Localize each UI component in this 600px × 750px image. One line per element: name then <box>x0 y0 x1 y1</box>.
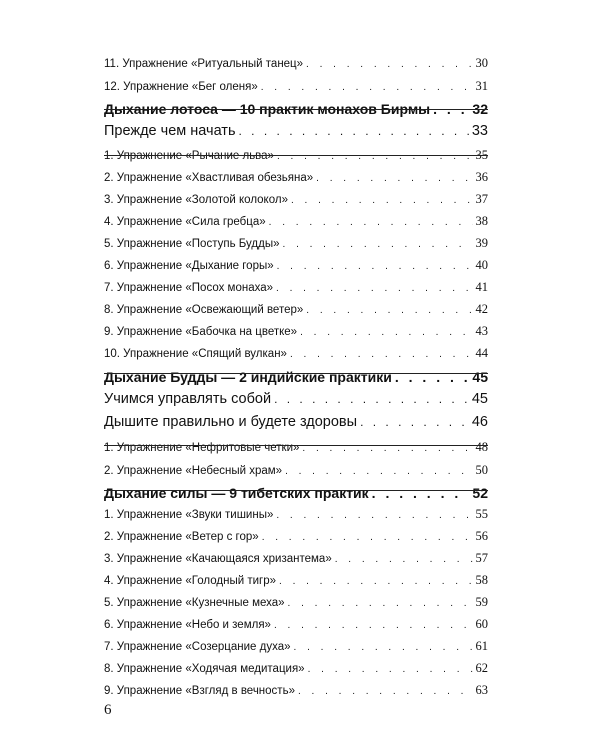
toc-entry-page: 63 <box>475 683 488 697</box>
dot-leader <box>372 485 470 501</box>
dot-leader <box>291 195 473 206</box>
toc-entry[interactable] <box>104 551 488 566</box>
dot-leader <box>395 369 470 385</box>
dot-leader <box>300 327 472 338</box>
toc-entry-title: 9. Упражнение «Взгляд в вечность» <box>104 685 295 697</box>
toc-entry-page: 62 <box>475 661 488 675</box>
toc-entry[interactable] <box>104 639 488 654</box>
chapter-page: 52 <box>472 485 488 501</box>
dot-leader <box>335 554 473 565</box>
toc-entry-title: 7. Упражнение «Созерцание духа» <box>104 641 291 653</box>
section-divider <box>104 490 488 491</box>
dot-leader <box>261 82 473 93</box>
toc-entry[interactable] <box>104 214 488 229</box>
toc-entry-page: 44 <box>475 346 488 360</box>
page-number: 6 <box>104 702 112 718</box>
toc-entry-page: 39 <box>475 236 488 250</box>
dot-leader <box>288 598 473 609</box>
dot-leader <box>360 415 469 429</box>
section-title: Дышите правильно и будете здоровы <box>104 414 358 430</box>
section-title: Учимся управлять собой <box>104 391 272 407</box>
toc-entry-title: 1. Упражнение «Рычание льва» <box>104 150 274 162</box>
toc-entry[interactable] <box>104 302 488 317</box>
toc-entry-title: 2. Упражнение «Хвастливая обезьяна» <box>104 172 314 184</box>
toc-entry[interactable] <box>104 258 488 273</box>
toc-chapter-heading[interactable] <box>104 369 488 385</box>
dot-leader <box>279 576 472 587</box>
toc-entry[interactable] <box>104 56 488 71</box>
toc-entry-page: 31 <box>475 79 488 93</box>
toc-entry-title: 2. Упражнение «Ветер с гор» <box>104 531 259 543</box>
toc-entry-title: 3. Упражнение «Золотой колокол» <box>104 194 288 206</box>
chapter-title: Дыхание силы — 9 тибетских практик <box>104 485 369 501</box>
dot-leader <box>277 151 473 162</box>
toc-entry[interactable] <box>104 573 488 588</box>
toc-entry-page: 48 <box>475 440 488 454</box>
section-divider <box>104 155 488 156</box>
section-page: 45 <box>471 391 488 407</box>
toc-entry-page: 38 <box>475 214 488 228</box>
toc-entry-page: 40 <box>475 258 488 272</box>
section-divider <box>104 109 488 110</box>
dot-leader <box>239 124 469 138</box>
toc-entry-title: 8. Упражнение «Освежающий ветер» <box>104 304 304 316</box>
toc-entry-title: 6. Упражнение «Дыхание горы» <box>104 260 274 272</box>
dot-leader <box>274 620 473 631</box>
toc-entry-page: 60 <box>475 617 488 631</box>
toc-entry-page: 37 <box>475 192 488 206</box>
section-title: Прежде чем начать <box>104 123 236 139</box>
chapter-title: Дыхание Будды — 2 индийские практики <box>104 369 392 385</box>
toc-entry-page: 42 <box>475 302 488 316</box>
toc-entry[interactable] <box>104 192 488 207</box>
dot-leader <box>294 642 473 653</box>
toc-entry-page: 35 <box>475 148 488 162</box>
toc-entry[interactable] <box>104 324 488 339</box>
dot-leader <box>269 217 473 228</box>
toc-entry-page: 55 <box>475 507 488 521</box>
toc-entry-title: 5. Упражнение «Кузнечные меха» <box>104 597 285 609</box>
toc-section[interactable] <box>104 123 488 139</box>
toc-entry[interactable] <box>104 236 488 251</box>
dot-leader <box>308 664 473 675</box>
toc-section[interactable] <box>104 414 488 430</box>
dot-leader <box>298 686 473 697</box>
dot-leader <box>290 349 473 360</box>
dot-leader <box>262 532 473 543</box>
dot-leader <box>306 59 472 70</box>
section-divider <box>104 373 488 374</box>
toc-entry[interactable] <box>104 170 488 185</box>
toc-entry-title: 4. Упражнение «Сила гребца» <box>104 216 266 228</box>
toc-entry[interactable] <box>104 595 488 610</box>
chapter-page: 45 <box>472 369 488 385</box>
toc-entry-title: 1. Упражнение «Нефритовые четки» <box>104 442 300 454</box>
toc-entry-page: 36 <box>475 170 488 184</box>
toc-entry-title: 5. Упражнение «Поступь Будды» <box>104 238 280 250</box>
section-page: 33 <box>471 123 488 139</box>
toc-entry[interactable] <box>104 617 488 632</box>
toc-entry-title: 4. Упражнение «Голодный тигр» <box>104 575 277 587</box>
dot-leader <box>274 392 469 406</box>
section-page: 46 <box>471 414 488 430</box>
toc-entry-page: 58 <box>475 573 488 587</box>
toc-entry-title: 9. Упражнение «Бабочка на цветке» <box>104 326 298 338</box>
toc-entry-page: 50 <box>475 463 488 477</box>
toc-chapter-heading[interactable] <box>104 485 488 501</box>
toc-entry[interactable] <box>104 661 488 676</box>
toc-entry-page: 43 <box>475 324 488 338</box>
toc-entry-page: 57 <box>475 551 488 565</box>
toc-entry[interactable] <box>104 529 488 544</box>
toc-entry-page: 30 <box>475 56 488 70</box>
toc-entry[interactable] <box>104 507 488 522</box>
toc-entry[interactable] <box>104 79 488 94</box>
dot-leader <box>276 510 472 521</box>
toc-entry-title: 2. Упражнение «Небесный храм» <box>104 465 283 477</box>
dot-leader <box>285 466 472 477</box>
toc-entry-page: 41 <box>475 280 488 294</box>
toc-entry-title: 1. Упражнение «Звуки тишины» <box>104 509 274 521</box>
dot-leader <box>306 305 472 316</box>
toc-entry-title: 11. Упражнение «Ритуальный танец» <box>104 58 304 70</box>
chapter-page: 32 <box>472 101 488 117</box>
toc-entry[interactable] <box>104 280 488 295</box>
toc-entry[interactable] <box>104 683 488 698</box>
toc-section[interactable] <box>104 391 488 407</box>
toc-entry-title: 3. Упражнение «Качающаяся хризантема» <box>104 553 332 565</box>
dot-leader <box>316 173 472 184</box>
toc-entry-title: 7. Упражнение «Посох монаха» <box>104 282 274 294</box>
toc-entry[interactable] <box>104 463 488 478</box>
toc-entry-title: 10. Упражнение «Спящий вулкан» <box>104 348 287 360</box>
toc-entry-page: 56 <box>475 529 488 543</box>
chapter-title: Дыхание лотоса — 10 практик монахов Бирмы <box>104 101 431 117</box>
toc-entry-title: 6. Упражнение «Небо и земля» <box>104 619 271 631</box>
toc-entry-title: 12. Упражнение «Бег оленя» <box>104 81 258 93</box>
toc-entry[interactable] <box>104 440 488 455</box>
toc-entry[interactable] <box>104 346 488 361</box>
dot-leader <box>277 261 473 272</box>
toc-entry-page: 61 <box>475 639 488 653</box>
dot-leader <box>276 283 472 294</box>
toc-entry-page: 59 <box>475 595 488 609</box>
section-divider <box>104 445 488 446</box>
dot-leader <box>283 239 473 250</box>
toc-entry-title: 8. Упражнение «Ходячая медитация» <box>104 663 305 675</box>
